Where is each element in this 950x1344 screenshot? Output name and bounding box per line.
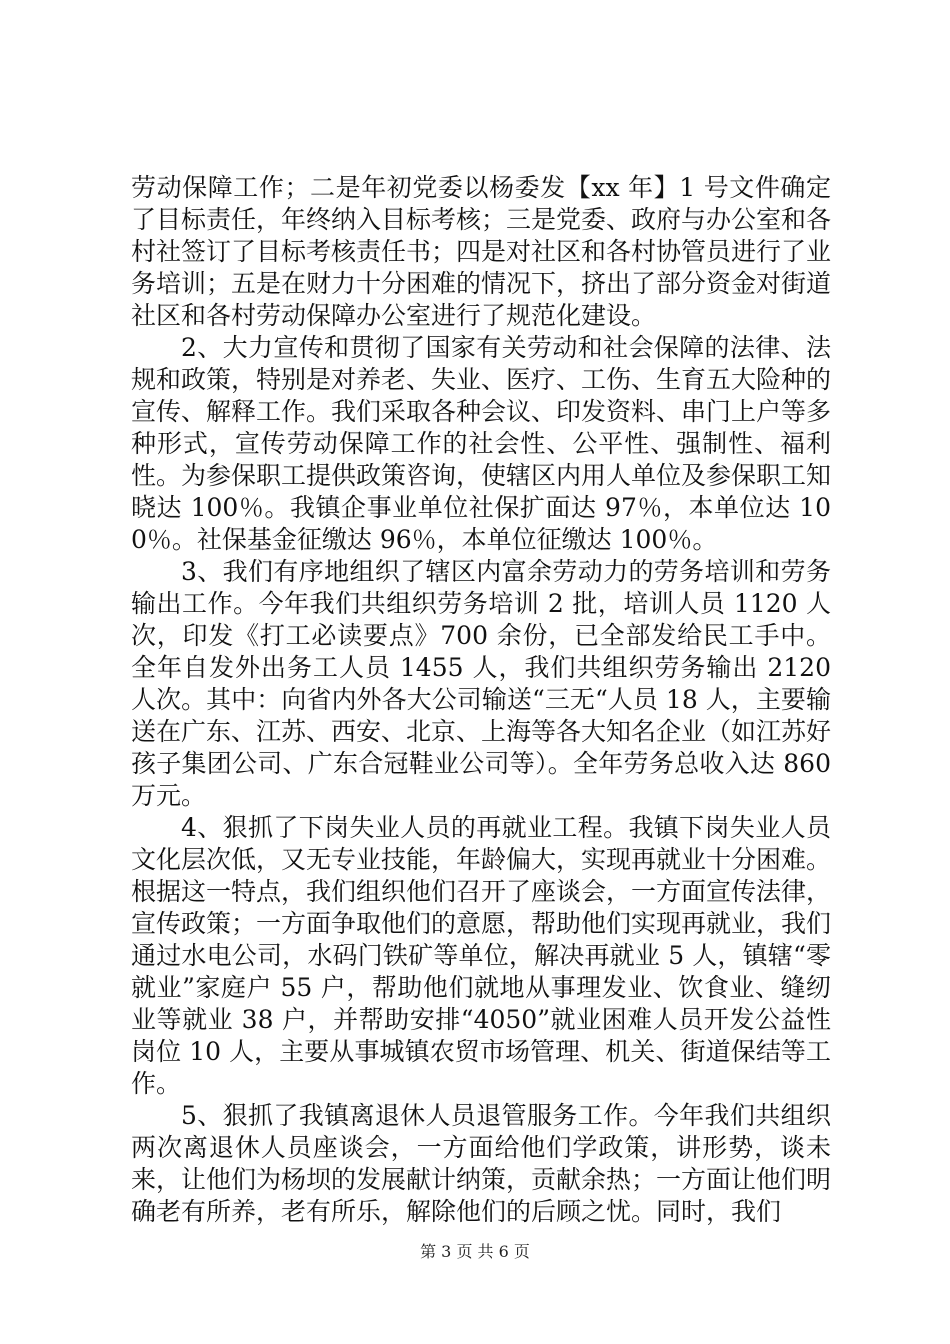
paragraph-4: 4、狠抓了下岗失业人员的再就业工程。我镇下岗失业人员文化层次低，又无专业技能，年龄偏大，实现再就业十分困难。根据这一特点，我们组织他们召开了座谈会，一方面宣传法律，宣传政策；一方面争取他们的意愿，帮助他们实现再就业，我们通过水电公司，水码门铁矿等单位，解决再就业 5 人，镇辖“零就业”家庭户 55 户，帮助他们就地从事理发业、饮食业、缝纫业等就业 38 户，并帮助安排“4050”就业困难人员开发公益性岗位 10 人，主要从事城镇农贸市场管理、机关、街道保结等工作。 xyxy=(131,813,832,1098)
body-text xyxy=(131,172,831,1228)
paragraph-2: 2、大力宣传和贯彻了国家有关劳动和社会保障的法律、法规和政策，特别是对养老、失业、医疗、工伤、生育五大险种的宣传、解释工作。我们采取各种会议、印发资料、串门上户等多种形式，宣传劳动保障工作的社会性、公平性、强制性、福利性。为参保职工提供政策咨询，使辖区内用人单位及参保职工知晓达 100％。我镇企事业单位社保扩面达 97％，本单位达 100％。社保基金征缴达 96％，本单位征缴达 100％。 xyxy=(131,333,832,554)
paragraph-5: 5、狠抓了我镇离退休人员退管服务工作。今年我们共组织两次离退休人员座谈会，一方面给他们学政策，讲形势，谈未来，让他们为杨坝的发展献计纳策，贡献余热；一方面让他们明确老有所养，老有所乐，解除他们的后顾之忧。同时，我们 xyxy=(131,1101,832,1226)
paragraph-3: 3、我们有序地组织了辖区内富余劳动力的劳务培训和劳务输出工作。今年我们共组织劳务培训 2 批，培训人员 1120 人次，印发《打工必读要点》700 余份，已全部发给民工手中。全年自发外出务工人员 1455 人，我们共组织劳务输出 2120 人次。其中：向省内外各大公司输送“三无“人员 18 人，主要输送在广东、江苏、西安、北京、上海等各大知名企业（如江苏好孩子集团公司、广东合冠鞋业公司等）。全年劳务总收入达 860 万元。 xyxy=(131,557,832,810)
page-number-footer: 第 3 页 共 6 页 xyxy=(420,1242,530,1261)
paragraph-continuation: 劳动保障工作；二是年初党委以杨委发【xx 年】1 号文件确定了目标责任，年终纳入目标考核；三是党委、政府与办公室和各村社签订了目标考核责任书；四是对社区和各村协管员进行了业务培训；五是在财力十分困难的情况下，挤出了部分资金对街道社区和各村劳动保障办公室进行了规范化建设。 xyxy=(131,173,832,330)
